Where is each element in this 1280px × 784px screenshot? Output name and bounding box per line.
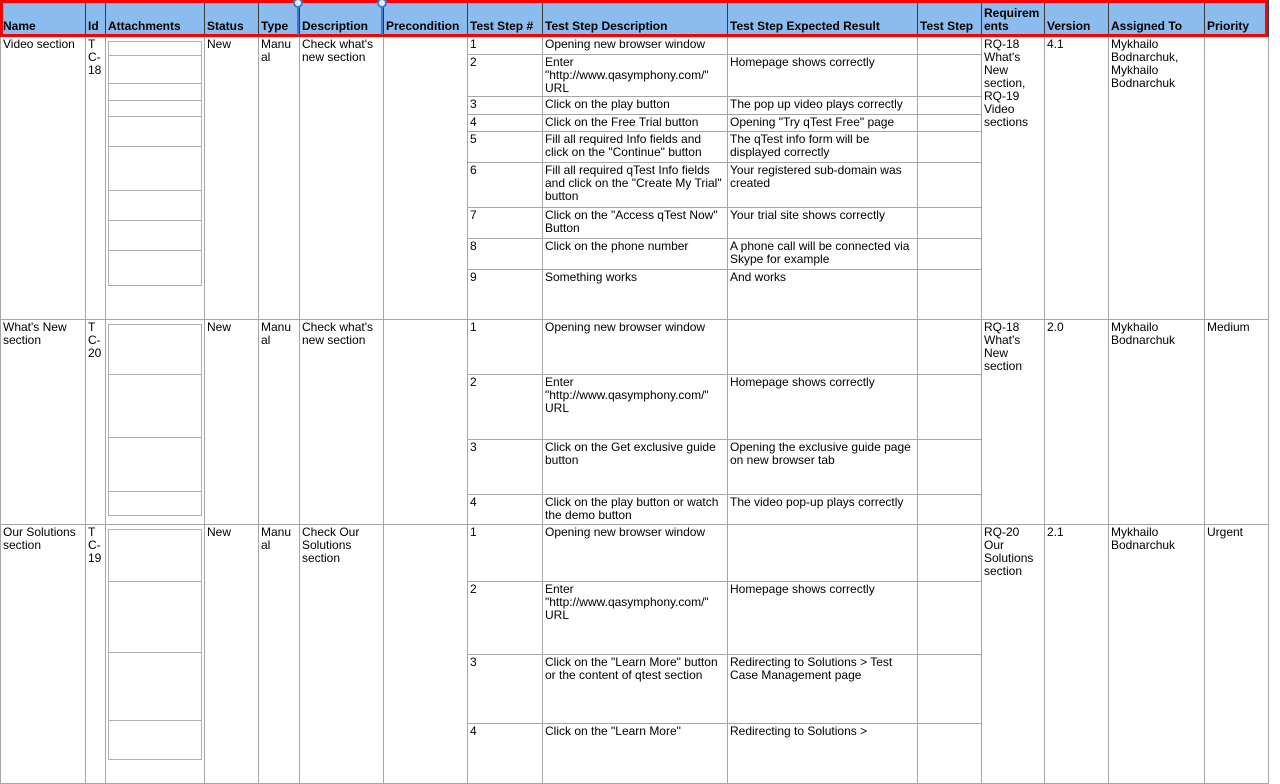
version-cell[interactable]: 2.1 [1045, 525, 1109, 784]
attachment-box [108, 720, 202, 760]
step-description-cell[interactable]: Click on the play button or watch the demo button [543, 495, 728, 525]
step-description-cell[interactable]: Click on the phone number [543, 239, 728, 270]
attachment-box [108, 250, 202, 286]
attachment-box [108, 652, 202, 721]
type-cell[interactable]: Manual [259, 37, 300, 320]
description-cell[interactable]: Check what's new section [300, 320, 384, 525]
column-header-version[interactable]: Version [1045, 1, 1109, 37]
step-number-cell[interactable]: 7 [468, 208, 543, 239]
attachments-cell[interactable] [106, 525, 205, 784]
status-cell[interactable]: New [205, 320, 259, 525]
step-number-cell[interactable]: 2 [468, 375, 543, 440]
step-extra-cell[interactable] [918, 375, 982, 440]
column-header-id[interactable]: Id [86, 1, 106, 37]
attachment-box [108, 374, 202, 438]
requirements-cell[interactable]: RQ-18 What's New section, RQ-19 Video sections [982, 37, 1045, 320]
step-expected-cell[interactable]: Opening the exclusive guide page on new browser tab [728, 440, 918, 495]
attachment-box [108, 220, 202, 251]
column-header-type[interactable]: Type [259, 1, 300, 37]
step-expected-cell[interactable]: And works [728, 270, 918, 320]
column-header-precondition[interactable]: Precondition [384, 1, 468, 37]
id-cell[interactable]: TC-18 [86, 37, 106, 320]
step-description-cell[interactable]: Opening new browser window [543, 37, 728, 55]
step-expected-cell[interactable] [728, 320, 918, 375]
attachment-stack [106, 37, 204, 286]
step-description-cell[interactable]: Click on the Free Trial button [543, 115, 728, 132]
step-extra-cell[interactable] [918, 37, 982, 55]
status-cell[interactable]: New [205, 37, 259, 320]
step-number-cell[interactable]: 4 [468, 495, 543, 525]
step-extra-cell[interactable] [918, 525, 982, 582]
attachment-stack [106, 320, 204, 516]
step-expected-cell[interactable]: Your registered sub-domain was created [728, 163, 918, 208]
attachment-box [108, 83, 202, 101]
priority-cell[interactable]: Medium [1205, 320, 1269, 525]
column-header-test-step-expected-result[interactable]: Test Step Expected Result [728, 1, 918, 37]
step-description-cell[interactable]: Click on the play button [543, 97, 728, 115]
step-number-cell[interactable]: 2 [468, 55, 543, 97]
attachment-box [108, 581, 202, 653]
column-header-assigned-to[interactable]: Assigned To [1109, 1, 1205, 37]
step-description-cell[interactable]: Enter "http://www.qasymphony.com/" URL [543, 55, 728, 97]
step-expected-cell[interactable]: Redirecting to Solutions > Test Case Management page [728, 655, 918, 724]
test-case-name-cell[interactable]: What's New section [1, 320, 86, 525]
test-case-name-cell[interactable]: Video section [1, 37, 86, 320]
step-extra-cell[interactable] [918, 724, 982, 784]
step-expected-cell[interactable]: The pop up video plays correctly [728, 97, 918, 115]
step-extra-cell[interactable] [918, 582, 982, 655]
column-header-name[interactable]: Name [1, 1, 86, 37]
step-number-cell[interactable]: 8 [468, 239, 543, 270]
step-row [1, 37, 1269, 55]
attachment-box [108, 190, 202, 221]
step-description-cell[interactable]: Something works [543, 270, 728, 320]
step-number-cell[interactable]: 9 [468, 270, 543, 320]
step-extra-cell[interactable] [918, 320, 982, 375]
step-extra-cell[interactable] [918, 55, 982, 97]
step-number-cell[interactable]: 6 [468, 163, 543, 208]
step-expected-cell[interactable]: The qTest info form will be displayed correctly [728, 132, 918, 163]
priority-cell[interactable] [1205, 37, 1269, 320]
step-description-cell[interactable]: Click on the "Learn More" button or the content of qtest section [543, 655, 728, 724]
precondition-cell[interactable] [384, 320, 468, 525]
step-number-cell[interactable]: 4 [468, 115, 543, 132]
step-expected-cell[interactable]: Your trial site shows correctly [728, 208, 918, 239]
step-number-cell[interactable]: 2 [468, 582, 543, 655]
step-number-cell[interactable]: 3 [468, 97, 543, 115]
step-expected-cell[interactable] [728, 525, 918, 582]
column-header-status[interactable]: Status [205, 1, 259, 37]
step-description-cell[interactable]: Opening new browser window [543, 320, 728, 375]
type-cell[interactable]: Manual [259, 525, 300, 784]
requirements-cell[interactable]: RQ-20 Our Solutions section [982, 525, 1045, 784]
step-extra-cell[interactable] [918, 270, 982, 320]
precondition-cell[interactable] [384, 525, 468, 784]
assigned-to-cell[interactable]: Mykhailo Bodnarchuk [1109, 525, 1205, 784]
version-cell[interactable]: 4.1 [1045, 37, 1109, 320]
column-header-test-step-description[interactable]: Test Step Description [543, 1, 728, 37]
attachment-box [108, 41, 202, 56]
step-extra-cell[interactable] [918, 440, 982, 495]
attachment-box [108, 491, 202, 516]
step-extra-cell[interactable] [918, 239, 982, 270]
version-cell[interactable]: 2.0 [1045, 320, 1109, 525]
step-description-cell[interactable]: Opening new browser window [543, 525, 728, 582]
step-description-cell[interactable]: Click on the Get exclusive guide button [543, 440, 728, 495]
step-description-cell[interactable]: Enter "http://www.qasymphony.com/" URL [543, 375, 728, 440]
attachment-stack [106, 525, 204, 760]
attachment-box [108, 100, 202, 117]
step-number-cell[interactable]: 1 [468, 37, 543, 55]
attachment-box [108, 55, 202, 84]
description-cell[interactable]: Check Our Solutions section [300, 525, 384, 784]
column-header-requirements[interactable]: Requirements [982, 1, 1045, 37]
step-description-cell[interactable]: Click on the "Learn More" [543, 724, 728, 784]
priority-cell[interactable]: Urgent [1205, 525, 1269, 784]
attachments-cell[interactable] [106, 37, 205, 320]
column-header-attachments[interactable]: Attachments [106, 1, 205, 37]
step-description-cell[interactable]: Fill all required qTest Info fields and click on the "Create My Trial" button [543, 163, 728, 208]
step-extra-cell[interactable] [918, 132, 982, 163]
status-cell[interactable]: New [205, 525, 259, 784]
step-extra-cell[interactable] [918, 655, 982, 724]
assigned-to-cell[interactable]: Mykhailo Bodnarchuk [1109, 320, 1205, 525]
id-cell[interactable]: TC-20 [86, 320, 106, 525]
step-extra-cell[interactable] [918, 495, 982, 525]
step-description-cell[interactable]: Fill all required Info fields and click on the "Continue" button [543, 132, 728, 163]
attachment-box [108, 529, 202, 582]
column-header-test-step[interactable]: Test Step [918, 1, 982, 37]
step-expected-cell[interactable]: Homepage shows correctly [728, 55, 918, 97]
step-expected-cell[interactable]: Homepage shows correctly [728, 582, 918, 655]
step-expected-cell[interactable]: Homepage shows correctly [728, 375, 918, 440]
attachment-box [108, 146, 202, 191]
header-row [1, 1, 1269, 37]
type-cell[interactable]: Manual [259, 320, 300, 525]
step-extra-cell[interactable] [918, 163, 982, 208]
id-cell[interactable]: TC-19 [86, 525, 106, 784]
step-number-cell[interactable]: 3 [468, 655, 543, 724]
step-expected-cell[interactable]: Redirecting to Solutions > [728, 724, 918, 784]
step-row [1, 525, 1269, 582]
step-extra-cell[interactable] [918, 208, 982, 239]
step-description-cell[interactable]: Click on the "Access qTest Now" Button [543, 208, 728, 239]
attachment-box [108, 324, 202, 375]
step-expected-cell[interactable]: Opening "Try qTest Free" page [728, 115, 918, 132]
step-number-cell[interactable]: 4 [468, 724, 543, 784]
step-expected-cell[interactable] [728, 37, 918, 55]
step-row [1, 320, 1269, 375]
attachment-box [108, 116, 202, 147]
step-number-cell[interactable]: 1 [468, 320, 543, 375]
requirements-cell[interactable]: RQ-18 What's New section [982, 320, 1045, 525]
step-expected-cell[interactable]: The video pop-up plays correctly [728, 495, 918, 525]
step-extra-cell[interactable] [918, 97, 982, 115]
attachments-cell[interactable] [106, 320, 205, 525]
description-cell[interactable]: Check what's new section [300, 37, 384, 320]
test-case-name-cell[interactable]: Our Solutions section [1, 525, 86, 784]
step-number-cell[interactable]: 1 [468, 525, 543, 582]
step-expected-cell[interactable]: A phone call will be connected via Skype for example [728, 239, 918, 270]
column-header-priority[interactable]: Priority [1205, 1, 1269, 37]
step-number-cell[interactable]: 3 [468, 440, 543, 495]
step-description-cell[interactable]: Enter "http://www.qasymphony.com/" URL [543, 582, 728, 655]
precondition-cell[interactable] [384, 37, 468, 320]
column-header-test-step-num[interactable]: Test Step # [468, 1, 543, 37]
column-header-description[interactable]: Description [300, 1, 384, 37]
step-number-cell[interactable]: 5 [468, 132, 543, 163]
step-extra-cell[interactable] [918, 115, 982, 132]
attachment-box [108, 437, 202, 492]
assigned-to-cell[interactable]: Mykhailo Bodnarchuk, Mykhailo Bodnarchuk [1109, 37, 1205, 320]
